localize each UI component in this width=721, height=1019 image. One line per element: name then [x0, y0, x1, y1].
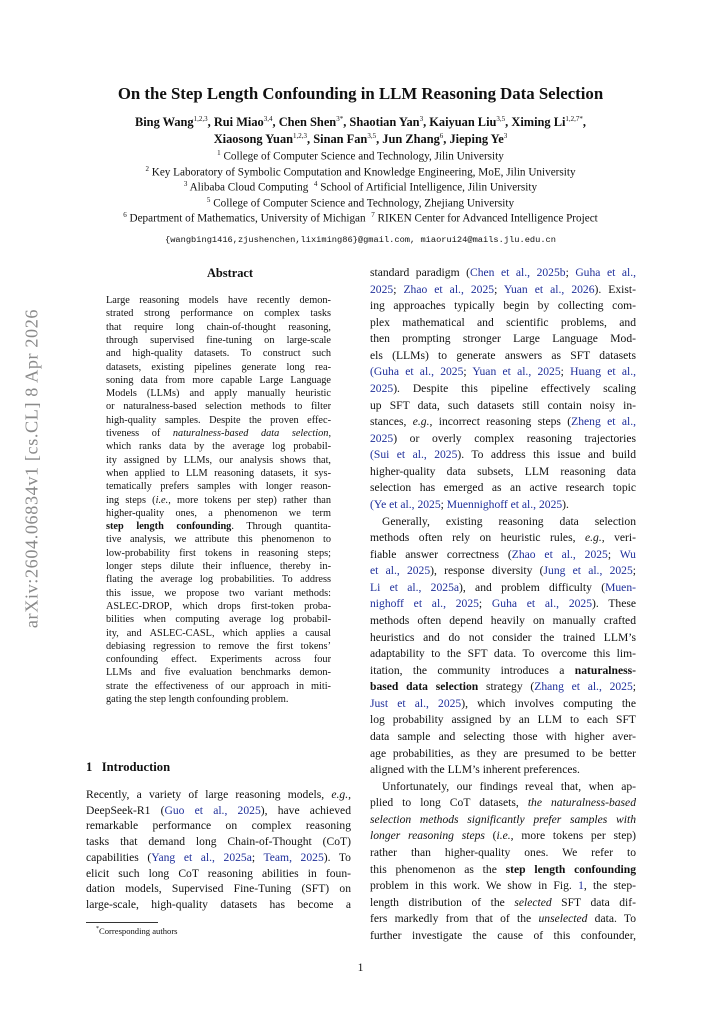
text-line	[106, 440, 331, 453]
text-line	[370, 812, 636, 829]
author-affiliation-mark: 3,5	[367, 132, 377, 140]
text-run: ). Despite this pipeline effectively scaling	[393, 381, 636, 395]
text-run: more tokens per step) rather than	[170, 494, 331, 506]
text-line	[106, 547, 331, 560]
text-line	[370, 911, 636, 928]
author-name: Ximing Li	[511, 115, 566, 130]
text-run: , the step-	[583, 879, 636, 893]
text-line	[370, 596, 636, 613]
text-run: , which drops first-token proba-	[169, 600, 331, 612]
citation-link[interactable]: 1	[578, 879, 584, 893]
citation-link[interactable]: Sui et al., 2025	[373, 448, 458, 462]
text-run: ). To address this issue and build	[457, 448, 636, 462]
affiliation-name: School of Artificial Intelligence, Jilin University	[320, 181, 538, 194]
text-line	[370, 679, 636, 696]
citation-link[interactable]: Yuan et al., 2025	[472, 365, 561, 379]
text-line	[370, 795, 636, 812]
text-run: strated strong performance on complex tasks	[106, 308, 331, 320]
text-line	[106, 467, 331, 480]
citation-link[interactable]: Chen et al., 2025b	[469, 266, 566, 279]
text-line	[370, 530, 636, 547]
text-line	[370, 464, 636, 481]
citation-link[interactable]: Wu	[619, 547, 636, 561]
text-run: SFT data dif-	[551, 895, 637, 909]
text-line	[86, 850, 351, 866]
text-line	[370, 928, 636, 945]
text-line	[86, 787, 351, 803]
citation-link[interactable]: Li et al., 2025a	[370, 580, 460, 594]
citation-link[interactable]: Zhang et al., 2025	[534, 680, 633, 694]
affiliation-name: RIKEN Center for Advanced Intelligence Project	[377, 213, 598, 226]
author-affiliation-mark: 1,2,3	[293, 132, 308, 140]
text-line	[106, 533, 331, 546]
text-run: further investigate the cause of this confounder,	[370, 928, 636, 942]
section-title: Introduction	[101, 760, 171, 774]
text-run: higher-quality ones, a phenomenon we term	[106, 507, 331, 519]
text-line	[106, 334, 331, 347]
text-run: ,	[328, 428, 332, 439]
text-run: strate the effectiveness of our approach in miti-	[106, 680, 331, 692]
author-affiliation-mark: 3,4	[263, 115, 273, 123]
text-run: dation models, Supervised Fine-Tuning (SFT) on	[86, 882, 351, 896]
text-line	[370, 447, 636, 464]
text-run: ). These	[592, 597, 637, 611]
text-line	[106, 640, 331, 653]
text-run: ), response diversity (	[430, 564, 544, 578]
affiliation-number: 5	[206, 195, 211, 204]
affiliation-name: Key Laboratory of Symbolic Computation and Knowledge Engineering, MoE, Jilin University	[151, 166, 576, 179]
text-run: . Through quantita-	[231, 521, 331, 533]
method-name: ASLEC-CASL	[149, 627, 212, 639]
citation-link[interactable]: Zhao et al., 2025	[403, 282, 495, 296]
emphasis-term: step length confounding	[505, 862, 636, 876]
text-line	[106, 361, 331, 374]
text-run: tive analysis, we attribute this phenomenon to	[106, 534, 331, 546]
text-run: (	[484, 829, 497, 843]
citation-link[interactable]: Guo et al., 2025	[164, 803, 261, 817]
citation-link[interactable]: Guha et al., 2025	[373, 365, 464, 379]
text-run: plied to long CoT datasets,	[370, 796, 528, 810]
text-line	[370, 298, 636, 315]
text-line	[106, 400, 331, 413]
text-run: debiasing regression to remove the first tokens’	[106, 640, 331, 652]
author-separator: ,	[307, 132, 314, 147]
emphasis-term: naturalness-	[574, 663, 636, 677]
text-line	[370, 364, 636, 381]
citation-link[interactable]: Yuan et al., 2026	[503, 282, 595, 296]
citation-link[interactable]: Guha et al., 2025	[491, 597, 593, 611]
arxiv-stamp: arXiv:2604.06834v1 [cs.CL] 8 Apr 2026	[21, 308, 42, 629]
text-run: ;	[565, 266, 576, 279]
text-run: length distribution of the	[370, 895, 515, 909]
text-line	[86, 803, 351, 819]
footnote-rule	[86, 922, 158, 923]
text-run: ;	[251, 850, 264, 864]
author-affiliation-mark: 3*	[336, 115, 344, 123]
text-run: rather than higher-quality ones. We refer to	[370, 845, 636, 859]
affiliation-number: 7	[371, 211, 375, 220]
author-affiliation-mark: 3,5	[496, 115, 506, 123]
text-line	[370, 580, 636, 597]
text-run: elicit such long CoT reasoning abilities in foun-	[86, 866, 351, 880]
citation-link[interactable]: Yang et al., 2025a	[151, 850, 252, 864]
citation-link[interactable]: et al., 2025	[370, 564, 431, 578]
text-run: ;	[607, 547, 620, 561]
text-line	[106, 494, 331, 507]
citation-link[interactable]: Muennighoff et al., 2025	[446, 497, 563, 511]
text-line	[106, 507, 331, 520]
affiliation-name: College of Computer Science and Technology, Jilin University	[223, 150, 504, 163]
citation-link[interactable]: (	[370, 365, 374, 379]
text-run: heuristics and do not consider the trained LLM’s	[370, 630, 636, 644]
author-name: Rui Miao	[213, 115, 264, 130]
citation-link[interactable]: (	[370, 448, 374, 462]
author-name: Sinan Fan	[313, 132, 368, 147]
text-line	[370, 646, 636, 663]
text-line	[370, 480, 636, 497]
author-affiliation-mark: 6	[439, 132, 444, 140]
affiliation-number: 2	[145, 164, 149, 173]
text-line	[106, 520, 331, 533]
text-run: tasks that demand long Chain-of-Thought (CoT)	[86, 835, 351, 849]
text-run: adaptability to the SFT data. To overcome this lim-	[370, 647, 636, 661]
text-run: data sample and selecting those with higher aver-	[370, 729, 636, 743]
author-name: Kaiyuan Liu	[429, 115, 497, 130]
text-line	[370, 779, 636, 796]
text-run: ), which involves computing the	[461, 696, 636, 710]
text-run: then prompting stronger Large Language Mod-	[370, 332, 636, 346]
footnote-text: Corresponding authors	[99, 926, 178, 936]
author-name: Bing Wang	[134, 115, 194, 130]
text-line	[86, 897, 351, 913]
method-name: ASLEC-DROP	[106, 600, 170, 612]
citation-link[interactable]: Muen-	[605, 580, 636, 594]
section-heading-introduction	[86, 760, 170, 775]
text-line	[86, 834, 351, 850]
text-run: the naturalness-based	[527, 796, 636, 810]
text-run: tiveness of	[106, 428, 173, 439]
text-run: or naturalness-based selection methods to filter	[106, 401, 331, 413]
affiliation-number: 4	[313, 180, 318, 189]
page-number: 1	[357, 961, 364, 974]
text-run: higher-quality data subsets, LLM reasoning data	[370, 464, 636, 478]
text-run: ).	[562, 497, 569, 511]
citation-link[interactable]: Huang et al.,	[570, 365, 636, 379]
text-line	[370, 712, 636, 729]
text-run: this issue, we propose two variant methods:	[106, 587, 331, 599]
text-run: i.e.,	[496, 829, 514, 843]
section-number: 1	[86, 760, 93, 774]
text-run: up SFT data, such datasets still contain noisy in-	[370, 398, 636, 412]
footnote	[96, 926, 178, 936]
text-line	[106, 321, 331, 334]
text-run: veri-	[604, 531, 636, 545]
text-line	[370, 348, 636, 365]
text-line	[106, 427, 331, 440]
text-run: datasets, existing pipelines generate long rea-	[106, 361, 331, 373]
text-line	[106, 600, 331, 613]
text-run: ;	[463, 365, 473, 379]
citation-link[interactable]: Team, 2025	[263, 850, 324, 864]
text-run: incorrect reasoning steps (	[432, 415, 572, 429]
text-line	[370, 845, 636, 862]
text-run: tematically prefers samples with longer reason-	[106, 481, 331, 493]
text-line	[370, 630, 636, 647]
text-run: high-quality samples. Despite the proven effec-	[106, 414, 331, 426]
author-emails: {wangbing1416,zjushenchen,liximing86}@gmail.com, miaorui24@mails.jlu.edu.cn	[164, 235, 556, 245]
text-run: remarkable performance on complex reasoning	[86, 819, 351, 833]
text-run: fers markedly from that of the	[370, 912, 539, 926]
text-run: ity assigned by LLMs, our analysis shows that,	[106, 454, 331, 466]
text-line	[370, 746, 636, 763]
text-run: itation, the community introduces a	[370, 663, 575, 677]
author-name: Xiaosong Yuan	[213, 132, 294, 147]
text-run: problem in this work. We show in Fig.	[370, 879, 579, 893]
text-run: Generally, existing reasoning data selection	[382, 514, 636, 528]
emphasis-term: based data selection	[370, 680, 479, 694]
text-run: ity, and	[106, 627, 150, 639]
author-affiliation-mark: 3	[419, 115, 424, 123]
author-affiliation-mark: 1,2,7*	[565, 115, 583, 123]
author-separator: ,	[423, 115, 430, 130]
text-line	[106, 613, 331, 626]
text-line	[106, 680, 331, 693]
citation-link[interactable]: 2025	[370, 381, 394, 395]
author-separator: ,	[343, 115, 350, 130]
affiliation-name: Department of Mathematics, University of Michigan	[129, 213, 366, 226]
text-run: Recently, a variety of large reasoning models,	[86, 788, 332, 801]
affiliation-name: Alibaba Cloud Computing	[189, 181, 309, 194]
text-run: age probabilities, as they are presumed to be better	[370, 746, 636, 760]
citation-link[interactable]: Just et al., 2025	[370, 696, 462, 710]
text-line	[370, 828, 636, 845]
text-run: i.e.,	[155, 494, 171, 506]
text-line	[370, 862, 636, 879]
text-line	[106, 414, 331, 427]
text-run: this phenomenon as the	[370, 862, 506, 876]
text-line	[106, 374, 331, 387]
author-affiliation-mark: 3	[503, 132, 508, 140]
text-run: DeepSeek-R1 (	[86, 803, 165, 817]
affiliation-name: College of Computer Science and Technology, Zhejiang University	[213, 197, 515, 210]
emphasis-term: step length confounding	[106, 521, 232, 533]
text-run: ;	[440, 497, 447, 511]
text-run: e.g.,	[584, 531, 605, 545]
affiliation-number: 6	[123, 211, 127, 220]
text-run: selected	[514, 895, 552, 909]
text-run: e.g.,	[331, 788, 351, 801]
text-line	[370, 398, 636, 415]
citation-link[interactable]: 2025	[370, 282, 394, 296]
text-run: ing steps (	[106, 494, 156, 506]
citation-link[interactable]: nighoff et al., 2025	[370, 597, 479, 611]
text-line	[106, 307, 331, 320]
author-separator: ,	[582, 115, 587, 130]
text-run: large-scale, high-quality datasets has become a	[86, 897, 351, 911]
author-separator: ,	[443, 132, 450, 147]
text-line	[370, 315, 636, 332]
text-line	[106, 387, 331, 400]
text-run: methods often rely on heuristic rules,	[370, 531, 585, 545]
text-run: els (LLMs) to generate answers as SFT datasets	[370, 348, 636, 362]
text-run: ). To	[323, 850, 351, 864]
text-run: through supervised fine-tuning on large-scale	[106, 334, 331, 346]
author-separator: ,	[376, 132, 383, 147]
text-run: Models (LLMs) and apply manually heuristic	[106, 388, 331, 400]
text-line	[370, 414, 636, 431]
text-run: naturalness-based data selection	[172, 428, 329, 439]
text-line	[370, 514, 636, 531]
text-run: flating the average log probabilities. To address	[106, 574, 331, 586]
text-run: data. To	[587, 912, 636, 926]
text-line	[370, 663, 636, 680]
text-run: log probability assigned by an LLM to each SFT	[370, 713, 636, 727]
text-run: methods often depend heavily on manually crafted	[370, 613, 636, 627]
text-line	[106, 480, 331, 493]
text-line	[370, 331, 636, 348]
text-run: Unfortunately, our findings reveal that, when ap-	[382, 779, 636, 793]
text-run: ;	[478, 597, 492, 611]
text-run: e.g.,	[412, 415, 433, 429]
text-run: ), have achieved	[260, 803, 351, 817]
text-run: ) or overly complex reasoning trajectories	[393, 431, 636, 445]
author-name: Chen Shen	[278, 115, 337, 130]
text-line	[370, 762, 636, 779]
text-run: Large reasoning models have recently demon-	[106, 295, 331, 306]
author-name: Shaotian Yan	[349, 115, 420, 130]
citation-link[interactable]: Zheng et al.,	[571, 415, 636, 429]
text-line	[106, 560, 331, 573]
text-run: unselected	[538, 912, 588, 926]
text-run: that require long chain-of-thought reasoning,	[106, 321, 331, 333]
author-separator: ,	[505, 115, 512, 130]
text-line	[370, 547, 636, 564]
text-run: soning data from more capable Large Language	[106, 374, 331, 386]
text-run: ;	[632, 564, 636, 578]
text-line	[370, 431, 636, 448]
text-run: longer reasoning steps	[370, 829, 485, 843]
text-line	[106, 627, 331, 640]
text-line	[86, 818, 351, 834]
text-line	[86, 866, 351, 882]
text-run: selection has emerged as an active research topic	[370, 481, 636, 495]
author-name: Jun Zhang	[382, 132, 440, 147]
text-line	[106, 347, 331, 360]
affiliation-number: 3	[183, 180, 188, 189]
text-run: ;	[393, 282, 404, 296]
text-run: , which applies a causal	[211, 627, 332, 639]
text-line	[370, 282, 636, 299]
footnote-mark: *	[96, 926, 99, 933]
text-line	[86, 881, 351, 897]
text-run: capabilities (	[86, 850, 152, 864]
text-line	[370, 729, 636, 746]
text-line	[370, 878, 636, 895]
text-run: aligned with the LLM’s inherent preferences.	[370, 763, 580, 777]
affiliation-number: 1	[217, 149, 221, 157]
text-line	[106, 454, 331, 467]
affiliation-line	[40, 208, 681, 227]
text-run: ;	[494, 282, 504, 296]
author-separator: ,	[207, 115, 214, 130]
text-line	[370, 497, 636, 514]
text-run: plex mathematical and scientific problems, and	[370, 315, 636, 329]
text-line	[106, 653, 331, 666]
text-line	[106, 573, 331, 586]
text-run: when applied to LLM reasoning datasets, it sys-	[106, 467, 331, 479]
text-line	[106, 294, 331, 307]
text-line	[370, 895, 636, 912]
text-run: more tokens per step)	[513, 829, 636, 843]
citation-link[interactable]: Jung et al., 2025	[543, 564, 633, 578]
citation-link[interactable]: Guha et al.,	[575, 266, 637, 279]
text-run: ing approaches typically begin by collecting com-	[370, 299, 636, 313]
text-line	[370, 563, 636, 580]
text-run: LLMs and five evaluation benchmarks demon-	[106, 667, 331, 679]
text-run: ), and problem difficulty (	[459, 580, 606, 594]
text-run: selection methods significantly prefer samples with	[370, 812, 636, 826]
text-line	[370, 381, 636, 398]
paper-title: On the Step Length Confounding in LLM Reasoning Data Selection	[117, 84, 604, 103]
citation-link[interactable]: Ye et al., 2025	[373, 497, 441, 511]
author-affiliation-mark: 1,2,3	[193, 115, 208, 123]
text-run: and high-quality datasets. To construct such	[106, 348, 331, 360]
text-line	[370, 696, 636, 713]
text-line	[370, 613, 636, 630]
author-name: Jieping Ye	[449, 132, 504, 147]
text-run: ;	[560, 365, 571, 379]
text-run: ;	[632, 680, 637, 694]
text-line	[370, 265, 636, 282]
text-run: longer steps dilute their influence, thereby in-	[106, 561, 331, 572]
text-run: ). Exist-	[594, 282, 636, 296]
text-run: confounding effect. Experiments across four	[106, 654, 331, 666]
text-run: strategy (	[478, 680, 535, 694]
text-run: standard paradigm (	[370, 266, 470, 279]
text-line	[106, 666, 331, 679]
text-run: bilities when computing average log probabil-	[106, 614, 331, 626]
text-run: which ranks data by the average log probabil-	[106, 441, 331, 453]
text-run: low-probability first tokens in reasoning steps;	[106, 547, 331, 559]
citation-link[interactable]: 2025	[370, 431, 394, 445]
citation-link[interactable]: Zhao et al., 2025	[511, 547, 608, 561]
text-run: stances,	[370, 415, 413, 429]
text-run: fiable answer correctness (	[370, 547, 512, 561]
text-line	[106, 587, 331, 600]
text-line	[106, 693, 331, 706]
abstract-heading: Abstract	[206, 266, 254, 280]
citation-link[interactable]: (	[370, 497, 374, 511]
author-separator: ,	[272, 115, 279, 130]
text-run: gating the step length confounding problem.	[106, 694, 289, 705]
